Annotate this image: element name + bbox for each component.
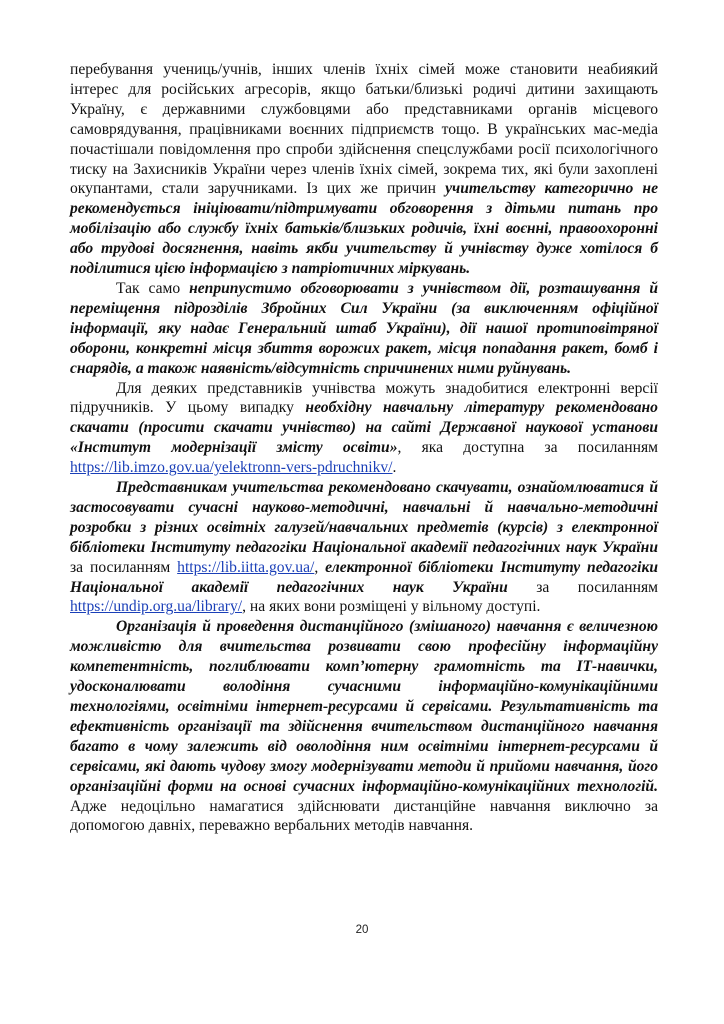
emphasis-textbooks: необхідну навчальну літературу рекомендовано скачати (просити скачати учнівство) на сайті Державної наукової установи «Інститут модернізації змісту освіти» [70, 399, 658, 457]
paragraph-text: , на яких вони розміщені у вільному доступі. [242, 598, 541, 616]
emphasis-distance-learning: Організація й проведення дистанційного (змішаного) навчання є величезною можливістю для вчительства розвивати свою професійну інформаційну компетентність, поглиблювати комп’ютерну грамотність та ІТ-навички, удосконалювати володіння сучасними інформаційно-комунікаційними технологіями, освітніми інтернет-ресурсами й сервісами. Результативність та ефективність організації та здійснення вчительством дистанційного навчання багато в чому залежить від оволодіння ним освітніми інтернет-ресурсами й сервісами, які дають чудову змогу модернізувати методи й прийоми навчання, його організаційні форми на основі сучасних інформаційно-комунікаційних технологій. [70, 618, 658, 795]
paragraph-military-info [70, 279, 658, 379]
paragraph-distance-learning [70, 617, 658, 836]
paragraph-text: , [314, 558, 326, 576]
link-iitta[interactable]: https://lib.iitta.gov.ua/ [177, 558, 315, 576]
paragraph-text: , яка доступна за посиланням [397, 439, 659, 457]
paragraph-text: Для деяких представників учнівства можуть знадобитися електронні версії підручників. У цьому випадку [70, 379, 658, 417]
page-number: 20 [355, 924, 369, 936]
paragraph-libraries [70, 478, 658, 617]
paragraph-text: за посиланням [70, 558, 178, 576]
emphasis-recommendation: учительству категорично не рекомендується ініціювати/підтримувати обговорення з дітьми питань про мобілізацію або службу їхніх батьків/близьких родичів, їхні воєнні, правоохоронні або трудові досягнення, навіть якби учительству й учнівству дуже хотілося б поділитися цією інформацією з патріотичних міркувань. [70, 180, 658, 278]
paragraph-textbooks [70, 379, 658, 479]
paragraph-text: Адже недоцільно намагатися здійснювати дистанційне навчання виключно за допомогою давніх, переважно вербальних методів навчання. [70, 797, 658, 835]
paragraph-safety-info [70, 60, 658, 279]
paragraph-text: за посиланням [507, 578, 658, 596]
paragraph-text: Так само [116, 279, 190, 297]
emphasis-libraries: Представникам учительства рекомендовано скачувати, ознайомлюватися й застосовувати сучасні науково-методичні, навчальні й навчально-методичні розробки з різних освітніх галузей/навчальних предметів (курсів) з електронної бібліотеки Інституту педагогіки Національної академії педагогічних наук України [70, 479, 658, 556]
emphasis-library-2: електронної бібліотеки Інституту педагогіки Національної академії педагогічних наук України [70, 558, 659, 596]
paragraph-text: перебування учениць/учнів, інших членів їхніх сімей може становити неабиякий інтерес для російських агресорів, якщо батьки/близькі родичі дитини захищають Україну, є державними службовцями або представниками органів місцевого самоврядування, працівниками воєнних підприємств тощо. В українських мас-медіа почастішали повідомлення про спроби здійснення спецслужбами росії психологічного тиску на Захисників України через членів їхніх сімей, зокрема тих, які були захоплені окупантами, стали заручниками. Із цих же причин [70, 61, 658, 198]
paragraph-text: . [392, 459, 397, 477]
link-undip[interactable]: https://undip.org.ua/library/ [70, 598, 243, 616]
emphasis-prohibition: неприпустимо обговорювати з учнівством дії, розташування й переміщення підрозділів Збройних Сил України (за виключенням офіційної інформації, яку надає Генеральний штаб України), дії нашої протиповітряної оборони, конкретні місця збиття ворожих ракет, місця попадання ракет, бомб і снарядів, а також наявність/відсутність спричинених ними руйнувань. [70, 279, 658, 377]
link-imzo[interactable]: https://lib.imzo.gov.ua/yelektronn-vers-pdruchnikv/ [70, 459, 393, 477]
